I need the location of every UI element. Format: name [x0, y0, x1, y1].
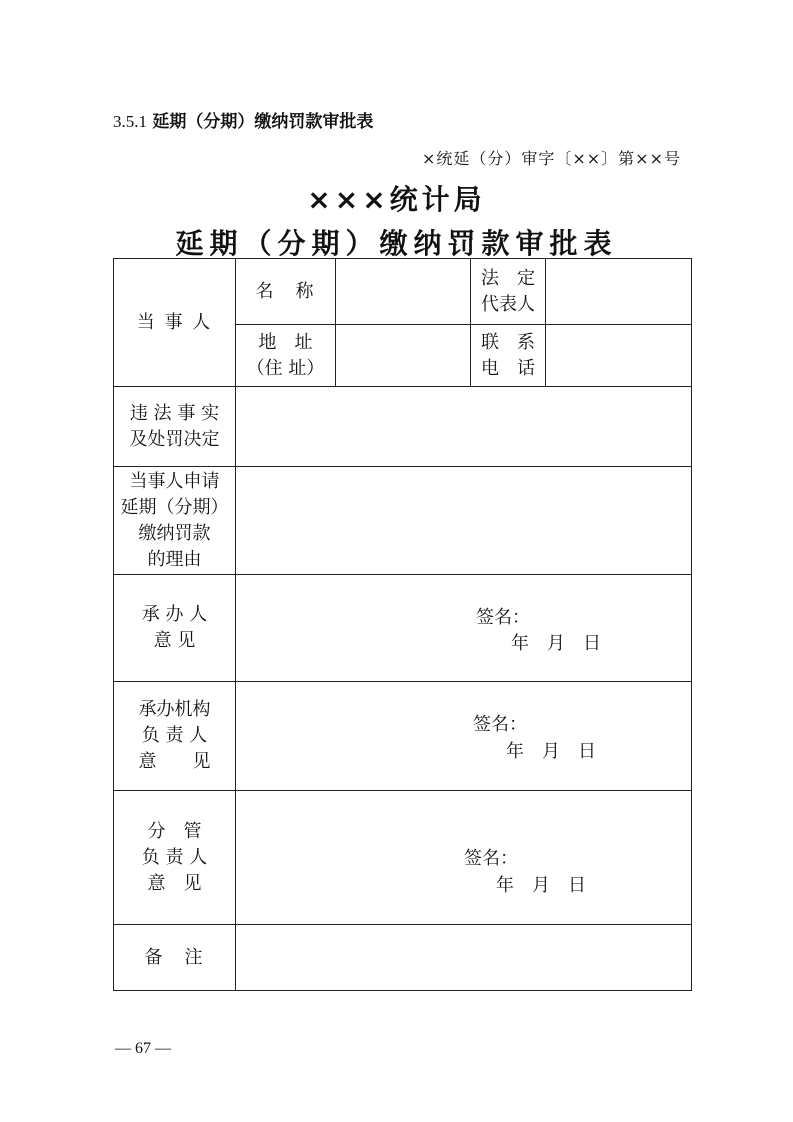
name-label: 名 称: [236, 259, 336, 325]
party-label: 当 事 人: [114, 259, 236, 387]
agency-opinion-field[interactable]: [236, 682, 692, 791]
handler-opinion-field[interactable]: [236, 575, 692, 682]
date-label: 年 月 日: [506, 741, 596, 762]
reason-field[interactable]: [236, 467, 692, 575]
sign-label: 签名：: [464, 848, 518, 869]
remarks-field[interactable]: [236, 925, 692, 991]
date-label: 年 月 日: [511, 633, 601, 654]
reason-label: 当事人申请 延期（分期） 缴纳罚款 的理由: [114, 467, 236, 575]
sign-label: 签名：: [476, 607, 530, 628]
document-number: ×统延（分）审字〔××〕第××号: [421, 149, 681, 168]
address-label: 地 址 （住 址）: [236, 325, 336, 387]
page-number: — 67 —: [115, 1040, 171, 1057]
form-title-line1: ×××统计局: [307, 183, 486, 216]
address-field[interactable]: [336, 325, 471, 387]
section-heading: [113, 107, 373, 132]
handler-label: 承 办 人 意 见: [114, 575, 236, 682]
remarks-label: 备 注: [114, 925, 236, 991]
name-field[interactable]: [336, 259, 471, 325]
agency-label: 承办机构 负 责 人 意 见: [114, 682, 236, 791]
section-number: 3.5.1: [113, 112, 147, 131]
phone-label: 联 系 电 话: [471, 325, 546, 387]
legal-rep-field[interactable]: [546, 259, 692, 325]
phone-field[interactable]: [546, 325, 692, 387]
sign-label: 签名：: [473, 714, 527, 735]
supervisor-opinion-field[interactable]: [236, 791, 692, 925]
section-title: 延期（分期）缴纳罚款审批表: [152, 112, 374, 132]
violation-field[interactable]: [236, 387, 692, 467]
date-label: 年 月 日: [496, 875, 586, 896]
violation-label: 违 法 事 实 及处罚决定: [114, 387, 236, 467]
form-title-line2: 延期（分期）缴纳罚款审批表: [175, 227, 618, 260]
approval-table: [113, 258, 692, 991]
legal-rep-label: 法 定 代表人: [471, 259, 546, 325]
supervisor-label: 分 管 负 责 人 意 见: [114, 791, 236, 925]
